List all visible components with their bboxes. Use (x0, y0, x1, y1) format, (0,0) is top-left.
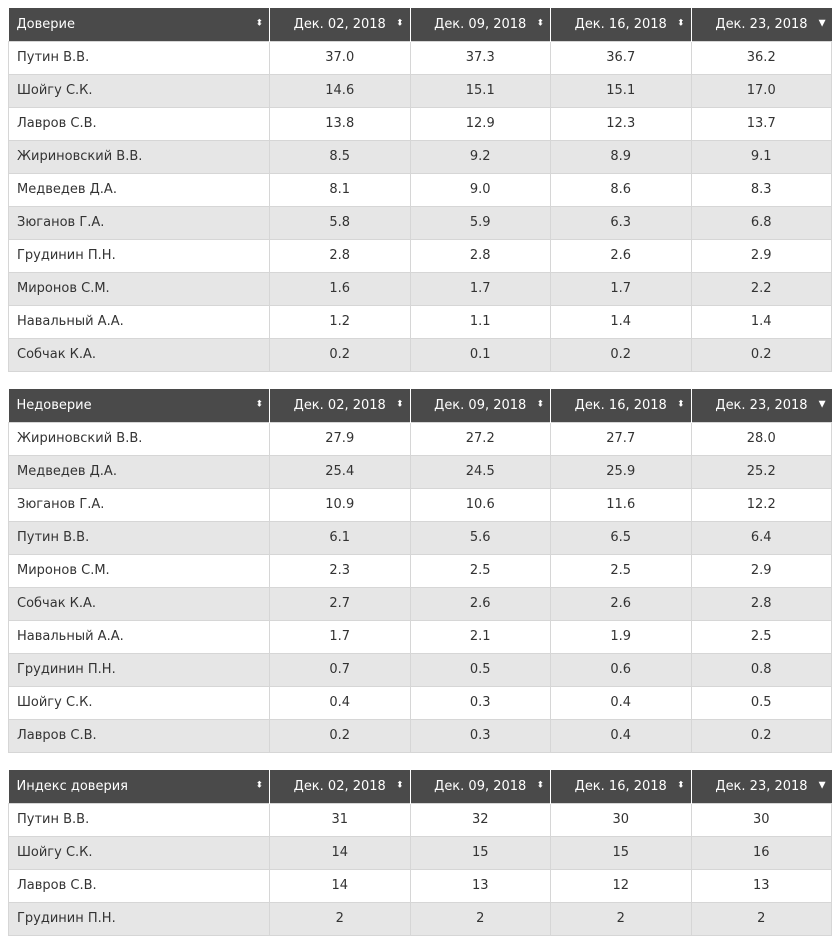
header-row (9, 770, 832, 803)
value-cell: 32 (410, 803, 551, 836)
value-cell: 9.1 (691, 140, 832, 173)
column-header-label: Доверие (16, 16, 75, 32)
value-cell: 0.2 (691, 719, 832, 752)
value-cell: 14.6 (270, 74, 411, 107)
column-header-label: Дек. 23, 2018 (715, 778, 808, 794)
value-cell: 12 (551, 869, 692, 902)
column-header-date[interactable] (691, 770, 832, 803)
value-cell: 2.8 (410, 239, 551, 272)
distrust-table (8, 389, 832, 753)
value-cell: 8.3 (691, 173, 832, 206)
value-cell: 0.8 (691, 653, 832, 686)
value-cell: 13 (410, 869, 551, 902)
person-name-cell: Грудинин П.Н. (9, 902, 270, 935)
value-cell: 6.5 (551, 521, 692, 554)
value-cell: 0.4 (270, 686, 411, 719)
value-cell: 13 (691, 869, 832, 902)
value-cell: 0.3 (410, 719, 551, 752)
table-row (9, 869, 832, 902)
table-row (9, 41, 832, 74)
value-cell: 12.3 (551, 107, 692, 140)
column-header-label: Дек. 02, 2018 (293, 16, 386, 32)
value-cell: 1.7 (410, 272, 551, 305)
column-header-date[interactable] (270, 770, 411, 803)
column-header-date[interactable] (551, 389, 692, 422)
value-cell: 31 (270, 803, 411, 836)
value-cell: 12.9 (410, 107, 551, 140)
value-cell: 2.9 (691, 239, 832, 272)
column-header-label: Дек. 02, 2018 (293, 397, 386, 413)
value-cell: 2.9 (691, 554, 832, 587)
person-name-cell: Лавров С.В. (9, 719, 270, 752)
column-header-date[interactable] (691, 8, 832, 41)
value-cell: 36.7 (551, 41, 692, 74)
value-cell: 11.6 (551, 488, 692, 521)
person-name-cell: Грудинин П.Н. (9, 239, 270, 272)
value-cell: 6.4 (691, 521, 832, 554)
value-cell: 12.2 (691, 488, 832, 521)
value-cell: 0.6 (551, 653, 692, 686)
value-cell: 1.2 (270, 305, 411, 338)
value-cell: 1.7 (270, 620, 411, 653)
value-cell: 37.0 (270, 41, 411, 74)
table-row (9, 272, 832, 305)
sort-desc-icon[interactable]: ▼ (818, 780, 826, 791)
person-name-cell: Путин В.В. (9, 41, 270, 74)
value-cell: 10.6 (410, 488, 551, 521)
table-row (9, 620, 832, 653)
table-row (9, 107, 832, 140)
sort-icon[interactable]: ⬍ (536, 780, 544, 791)
sort-icon[interactable]: ⬍ (395, 399, 404, 410)
person-name-cell: Путин В.В. (9, 521, 270, 554)
value-cell: 1.9 (551, 620, 692, 653)
table-row (9, 173, 832, 206)
value-cell: 27.7 (551, 422, 692, 455)
table-row (9, 74, 832, 107)
value-cell: 1.4 (691, 305, 832, 338)
value-cell: 0.1 (410, 338, 551, 371)
value-cell: 0.2 (551, 338, 692, 371)
value-cell: 9.2 (410, 140, 551, 173)
table-body (9, 422, 832, 752)
value-cell: 15.1 (410, 74, 551, 107)
person-name-cell: Жириновский В.В. (9, 140, 270, 173)
person-name-cell: Лавров С.В. (9, 869, 270, 902)
column-header-label: Дек. 16, 2018 (574, 397, 667, 413)
value-cell: 2.3 (270, 554, 411, 587)
value-cell: 0.2 (691, 338, 832, 371)
value-cell: 9.0 (410, 173, 551, 206)
person-name-cell: Грудинин П.Н. (9, 653, 270, 686)
value-cell: 0.4 (551, 719, 692, 752)
value-cell: 37.3 (410, 41, 551, 74)
header-row (9, 389, 832, 422)
person-name-cell: Навальный А.А. (9, 305, 270, 338)
person-name-cell: Шойгу С.К. (9, 686, 270, 719)
column-header-metric[interactable] (9, 8, 270, 41)
column-header-label: Индекс доверия (16, 778, 128, 794)
value-cell: 25.2 (691, 455, 832, 488)
value-cell: 1.7 (551, 272, 692, 305)
value-cell: 0.2 (270, 719, 411, 752)
sort-icon[interactable]: ⬍ (676, 18, 685, 29)
value-cell: 13.8 (270, 107, 411, 140)
value-cell: 6.1 (270, 521, 411, 554)
table-body (9, 803, 832, 935)
person-name-cell: Медведев Д.А. (9, 173, 270, 206)
value-cell: 10.9 (270, 488, 411, 521)
person-name-cell: Медведев Д.А. (9, 455, 270, 488)
sort-icon[interactable]: ⬍ (395, 780, 404, 791)
table-row (9, 455, 832, 488)
value-cell: 8.1 (270, 173, 411, 206)
table-header (9, 389, 832, 422)
value-cell: 0.7 (270, 653, 411, 686)
column-header-label: Дек. 16, 2018 (574, 778, 667, 794)
value-cell: 15 (410, 836, 551, 869)
column-header-label: Дек. 23, 2018 (715, 397, 808, 413)
value-cell: 6.3 (551, 206, 692, 239)
table-row (9, 836, 832, 869)
column-header-label: Дек. 23, 2018 (715, 16, 808, 32)
value-cell: 13.7 (691, 107, 832, 140)
table-row (9, 554, 832, 587)
person-name-cell: Навальный А.А. (9, 620, 270, 653)
sort-desc-icon[interactable]: ▼ (818, 18, 826, 29)
value-cell: 0.5 (410, 653, 551, 686)
value-cell: 25.4 (270, 455, 411, 488)
value-cell: 24.5 (410, 455, 551, 488)
column-header-date[interactable] (691, 389, 832, 422)
value-cell: 2 (551, 902, 692, 935)
table-row (9, 305, 832, 338)
value-cell: 5.8 (270, 206, 411, 239)
sort-icon[interactable]: ⬍ (255, 780, 263, 791)
table-row (9, 587, 832, 620)
value-cell: 2.6 (551, 587, 692, 620)
sort-icon[interactable]: ⬍ (676, 399, 685, 410)
header-row (9, 8, 832, 41)
trust-table (8, 8, 832, 372)
value-cell: 0.3 (410, 686, 551, 719)
value-cell: 2 (691, 902, 832, 935)
column-header-label: Дек. 09, 2018 (434, 778, 527, 794)
value-cell: 17.0 (691, 74, 832, 107)
person-name-cell: Миронов С.М. (9, 554, 270, 587)
person-name-cell: Шойгу С.К. (9, 836, 270, 869)
value-cell: 25.9 (551, 455, 692, 488)
column-header-metric[interactable] (9, 770, 270, 803)
value-cell: 2.8 (691, 587, 832, 620)
value-cell: 36.2 (691, 41, 832, 74)
sort-desc-icon[interactable]: ▼ (818, 399, 826, 410)
person-name-cell: Собчак К.А. (9, 587, 270, 620)
value-cell: 1.6 (270, 272, 411, 305)
value-cell: 30 (691, 803, 832, 836)
value-cell: 2.6 (410, 587, 551, 620)
value-cell: 2.2 (691, 272, 832, 305)
column-header-label: Дек. 16, 2018 (574, 16, 667, 32)
value-cell: 2.5 (551, 554, 692, 587)
value-cell: 2.5 (691, 620, 832, 653)
table-row (9, 239, 832, 272)
person-name-cell: Зюганов Г.А. (9, 488, 270, 521)
person-name-cell: Зюганов Г.А. (9, 206, 270, 239)
table-row (9, 686, 832, 719)
table-row (9, 521, 832, 554)
person-name-cell: Жириновский В.В. (9, 422, 270, 455)
value-cell: 14 (270, 836, 411, 869)
value-cell: 28.0 (691, 422, 832, 455)
column-header-date[interactable] (270, 389, 411, 422)
value-cell: 0.2 (270, 338, 411, 371)
value-cell: 2.7 (270, 587, 411, 620)
table-row (9, 488, 832, 521)
sort-icon[interactable]: ⬍ (536, 18, 544, 29)
value-cell: 27.2 (410, 422, 551, 455)
value-cell: 2 (410, 902, 551, 935)
value-cell: 8.6 (551, 173, 692, 206)
sort-icon[interactable]: ⬍ (676, 780, 685, 791)
table-row (9, 902, 832, 935)
column-header-label: Дек. 09, 2018 (434, 397, 527, 413)
person-name-cell: Лавров С.В. (9, 107, 270, 140)
value-cell: 1.4 (551, 305, 692, 338)
person-name-cell: Собчак К.А. (9, 338, 270, 371)
table-header (9, 770, 832, 803)
trust-index-table (8, 770, 832, 936)
sort-icon[interactable]: ⬍ (255, 399, 263, 410)
value-cell: 6.8 (691, 206, 832, 239)
column-header-metric[interactable] (9, 389, 270, 422)
column-header-label: Недоверие (16, 397, 92, 413)
value-cell: 2.6 (551, 239, 692, 272)
value-cell: 0.5 (691, 686, 832, 719)
column-header-date[interactable] (551, 8, 692, 41)
value-cell: 2.5 (410, 554, 551, 587)
column-header-label: Дек. 02, 2018 (293, 778, 386, 794)
sort-icon[interactable]: ⬍ (536, 399, 544, 410)
value-cell: 5.6 (410, 521, 551, 554)
value-cell: 30 (551, 803, 692, 836)
table-header (9, 8, 832, 41)
value-cell: 5.9 (410, 206, 551, 239)
column-header-date[interactable] (410, 770, 551, 803)
value-cell: 2.8 (270, 239, 411, 272)
value-cell: 16 (691, 836, 832, 869)
table-row (9, 803, 832, 836)
table-row (9, 422, 832, 455)
person-name-cell: Шойгу С.К. (9, 74, 270, 107)
value-cell: 2 (270, 902, 411, 935)
value-cell: 8.9 (551, 140, 692, 173)
value-cell: 27.9 (270, 422, 411, 455)
person-name-cell: Путин В.В. (9, 803, 270, 836)
value-cell: 14 (270, 869, 411, 902)
column-header-label: Дек. 09, 2018 (434, 16, 527, 32)
sort-icon[interactable]: ⬍ (255, 18, 263, 29)
value-cell: 8.5 (270, 140, 411, 173)
column-header-date[interactable] (410, 8, 551, 41)
table-row (9, 653, 832, 686)
sort-icon[interactable]: ⬍ (395, 18, 404, 29)
value-cell: 0.4 (551, 686, 692, 719)
table-row (9, 338, 832, 371)
table-row (9, 140, 832, 173)
table-row (9, 719, 832, 752)
person-name-cell: Миронов С.М. (9, 272, 270, 305)
column-header-date[interactable] (410, 389, 551, 422)
column-header-date[interactable] (551, 770, 692, 803)
table-row (9, 206, 832, 239)
column-header-date[interactable] (270, 8, 411, 41)
value-cell: 2.1 (410, 620, 551, 653)
value-cell: 1.1 (410, 305, 551, 338)
value-cell: 15.1 (551, 74, 692, 107)
value-cell: 15 (551, 836, 692, 869)
table-body (9, 41, 832, 371)
